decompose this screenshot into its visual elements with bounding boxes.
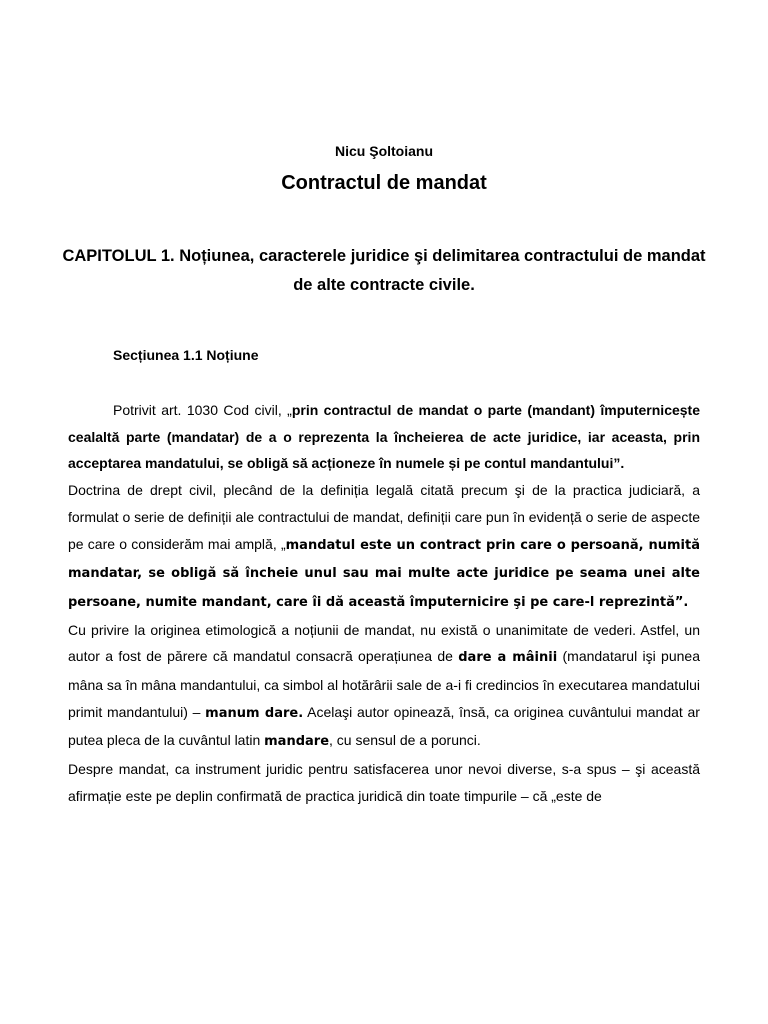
document-title: Contractul de mandat	[281, 172, 487, 194]
paragraph-3-text-4: , cu sensul de a porunci.	[329, 732, 481, 749]
paragraph-3-text-1: Cu privire la originea etimologică a noțiunii de mandat, nu există o unanimitate de vederi. Astfel, un autor a fost de părere că mandatul consacră operațiunea de	[68, 621, 700, 665]
author-name: Nicu Şoltoianu	[335, 143, 433, 159]
paragraph-3-bold-1: dare a mâinii	[458, 650, 558, 666]
paragraph-3-bold-3: mandare	[264, 734, 330, 750]
paragraph-2-text: Doctrina de drept civil, plecând de la definiția legală citată precum şi de la practica judiciară, a formulat o serie de definiții ale contractului de mandat, definiții care pun în evidență o serie de aspecte pe care o considerăm mai amplă, „	[68, 482, 700, 552]
paragraph-1-bold-quote: prin contractul de mandat o parte (mandant) împuternicește cealaltă parte (mandatar) de a o reprezenta la încheierea de acte juridice, iar aceasta, prin acceptarea mandatului, se obligă să acționeze în numele și pe contul mandantului”.	[68, 402, 700, 472]
paragraph-3-text-3: Acelaşi autor opinează, însă, ca originea cuvântului mandat ar putea pleca de la cuvântul latin	[68, 703, 700, 749]
paragraph-3-bold-2: manum dare.	[205, 705, 304, 721]
section-heading: Secțiunea 1.1 Noțiune	[113, 347, 259, 363]
paragraph-4-text: Despre mandat, ca instrument juridic pentru satisfacerea unor nevoi diverse, s-a spus – şi această afirmație este pe deplin confirmată de practica juridică din toate timpurile – că „este de	[68, 761, 700, 804]
paragraph-3-text-2: (mandatarul işi punea mâna sa în mâna mandantului, ca simbol al hotărârii sale de a-i fi credincios în executarea mandatului primit mandantului) –	[68, 648, 700, 720]
paragraph-2	[68, 477, 700, 617]
paragraph-2-bold-quote: mandatul este un contract prin care o persoană, numită mandatar, se obligă să încheie unul sau mai multe acte juridice pe seama unei alte persoane, numite mandant, care îi dă această împuternicire şi pe care-l reprezintă”.	[68, 537, 700, 610]
body-text	[68, 397, 700, 810]
paragraph-3	[68, 617, 700, 757]
paragraph-4	[68, 756, 700, 809]
chapter-heading: CAPITOLUL 1. Noțiunea, caracterele juridice şi delimitarea contractului de mandat de alte contracte civile.	[62, 247, 706, 294]
paragraph-1-text: Potrivit art. 1030 Cod civil, „	[113, 402, 292, 418]
paragraph-1	[68, 397, 700, 477]
